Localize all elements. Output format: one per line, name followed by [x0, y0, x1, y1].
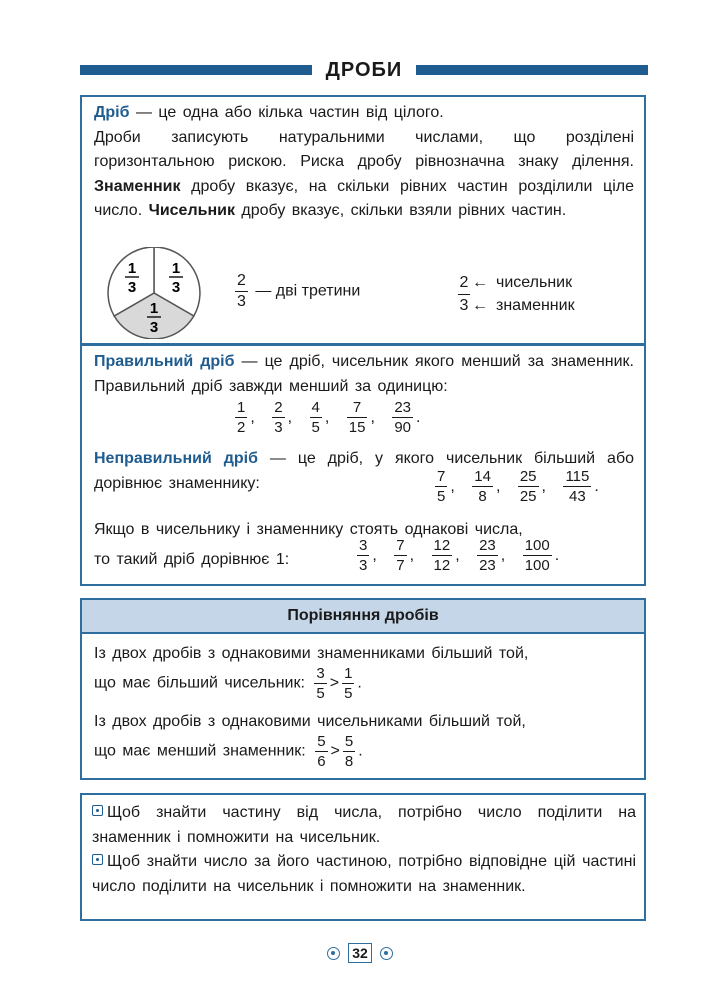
tip-1-text: Щоб знайти частину від числа, потрібно число поділити на знаменник і помножити на чисельник. — [92, 804, 636, 846]
pie-left-num: 1 — [127, 260, 137, 277]
term-proper: Правильний дріб — [94, 353, 235, 370]
notation-text: Дроби записують натуральними числами, що розділені горизонтальною рискою. Риска дробу рівнозначна знаку ділення. — [94, 128, 634, 170]
example-num: 2 — [235, 273, 248, 292]
numerator-text: дробу вказує, скільки взяли рівних частин. — [234, 202, 567, 219]
nd-den: 3 — [459, 297, 469, 314]
bullet-icon — [92, 805, 103, 816]
pie-left-den: 3 — [127, 279, 137, 296]
fraction: $\frac{100}{100}$ — [524, 537, 550, 574]
prev-ornament-icon — [327, 947, 340, 960]
pie-bottom-den: 3 — [149, 319, 159, 336]
term-denominator: Знаменник — [94, 177, 181, 195]
fraction: $\frac{7}{15}$ — [348, 399, 366, 436]
pie-diagram — [104, 247, 204, 339]
improper-definition: — це дріб, у якого чисельник більший або дорівнює знаменнику: — [94, 450, 635, 492]
nd-den-label: знаменник — [496, 297, 575, 314]
rule1-line2: що має більший чисельник: $\frac{3}{5}$ > $\frac{1}{5}$ . — [94, 665, 362, 702]
example-caption: — дві третини — [255, 282, 361, 300]
fraction: $\frac{12}{12}$ — [433, 537, 451, 574]
proper-improper-box — [80, 344, 646, 586]
nd-num-label: чисельник — [496, 274, 573, 291]
arrow-icon: ← — [472, 297, 488, 314]
gt-sign: > — [329, 674, 340, 692]
term-fraction: Дріб — [94, 104, 130, 121]
page-title: ДРОБИ — [325, 59, 403, 81]
pie-bottom-num: 1 — [149, 300, 159, 317]
fraction: $\frac{3}{3}$ — [359, 537, 368, 574]
example-fraction — [235, 273, 248, 310]
fraction: $\frac{5}{6}$ — [317, 733, 326, 770]
equal-text-2: то такий дріб дорівнює 1: — [94, 551, 290, 568]
bullet-icon — [92, 854, 103, 865]
term-numerator: Чисельник — [148, 202, 235, 219]
comparison-header: Порівняння дробів — [82, 600, 644, 634]
fraction: $\frac{115}{43}$ — [565, 468, 590, 505]
improper-examples: $\frac{7}{5}$ , $\frac{14}{8}$ , $\frac{25}{25}$ , $\frac{115}{43}$ . — [437, 468, 599, 505]
fraction: $\frac{14}{8}$ — [474, 468, 491, 505]
fraction: $\frac{1}{2}$ — [237, 399, 246, 436]
fraction: $\frac{23}{90}$ — [394, 399, 412, 436]
equal-examples: $\frac{3}{3}$ , $\frac{7}{7}$ , $\frac{12}{12}$ , $\frac{23}{23}$ , $\frac{100}{100}$ . — [359, 537, 560, 574]
pie-right-num: 1 — [171, 260, 181, 277]
gt-sign: > — [330, 742, 340, 760]
arrow-icon: ← — [472, 274, 488, 291]
rule1-line1: Із двох дробів з однаковими знаменниками більший той, — [94, 645, 529, 662]
term-improper: Неправильний дріб — [94, 450, 258, 467]
proper-definition: — це дріб, чисельник якого менший за знаменник. Правильний дріб завжди менший за одиницю: — [94, 353, 634, 395]
rule2-text: що має менший знаменник: — [94, 742, 306, 760]
tip-2 — [92, 850, 636, 899]
definition-line: — це одна або кілька частин від цілого. — [129, 104, 444, 121]
title-row — [80, 58, 648, 82]
page-footer — [0, 943, 720, 963]
fraction: $\frac{5}{8}$ — [344, 733, 354, 770]
fraction: $\frac{25}{25}$ — [519, 468, 537, 505]
two-thirds-example — [232, 273, 360, 310]
definition-box — [80, 95, 646, 345]
denominator-text: дробу вказує, на скільки рівних частин розділили ціле число. — [94, 177, 634, 219]
page-number: 32 — [348, 943, 372, 963]
numerator-denominator-labels — [458, 272, 575, 317]
rule2-line1: Із двох дробів з однаковими чисельниками більший той, — [94, 713, 526, 730]
example-den: 3 — [237, 293, 246, 310]
fraction: $\frac{23}{23}$ — [479, 537, 496, 574]
fraction: $\frac{7}{7}$ — [396, 537, 405, 574]
comparison-box — [80, 598, 646, 780]
rule2-line2: що має менший знаменник: $\frac{5}{6}$ > $\frac{5}{8}$ . — [94, 733, 363, 770]
equal-text-1: Якщо в чисельнику і знаменнику стоять однакові числа, — [94, 521, 523, 538]
fraction: $\frac{3}{5}$ — [316, 665, 325, 702]
nd-num: 2 — [458, 272, 470, 295]
tips-box — [80, 793, 646, 921]
next-ornament-icon — [380, 947, 393, 960]
tip-1 — [92, 801, 636, 850]
tip-2-text: Щоб знайти число за його частиною, потрібно відповідне цій частині число поділити на чисельник і помножити на знаменник. — [92, 853, 636, 895]
definition-text — [94, 101, 634, 224]
fraction: $\frac{2}{3}$ — [274, 399, 283, 436]
fraction: $\frac{1}{5}$ — [344, 665, 353, 702]
fraction: $\frac{4}{5}$ — [311, 399, 320, 436]
pie-right-den: 3 — [171, 279, 181, 296]
proper-text — [94, 350, 634, 399]
rule1-text: що має більший чисельник: — [94, 674, 305, 692]
fraction: $\frac{7}{5}$ — [437, 468, 446, 505]
proper-examples: $\frac{1}{2}$ , $\frac{2}{3}$ , $\frac{4}{5}$ , $\frac{7}{15}$ , $\frac{23}{90}$ . — [237, 399, 421, 436]
